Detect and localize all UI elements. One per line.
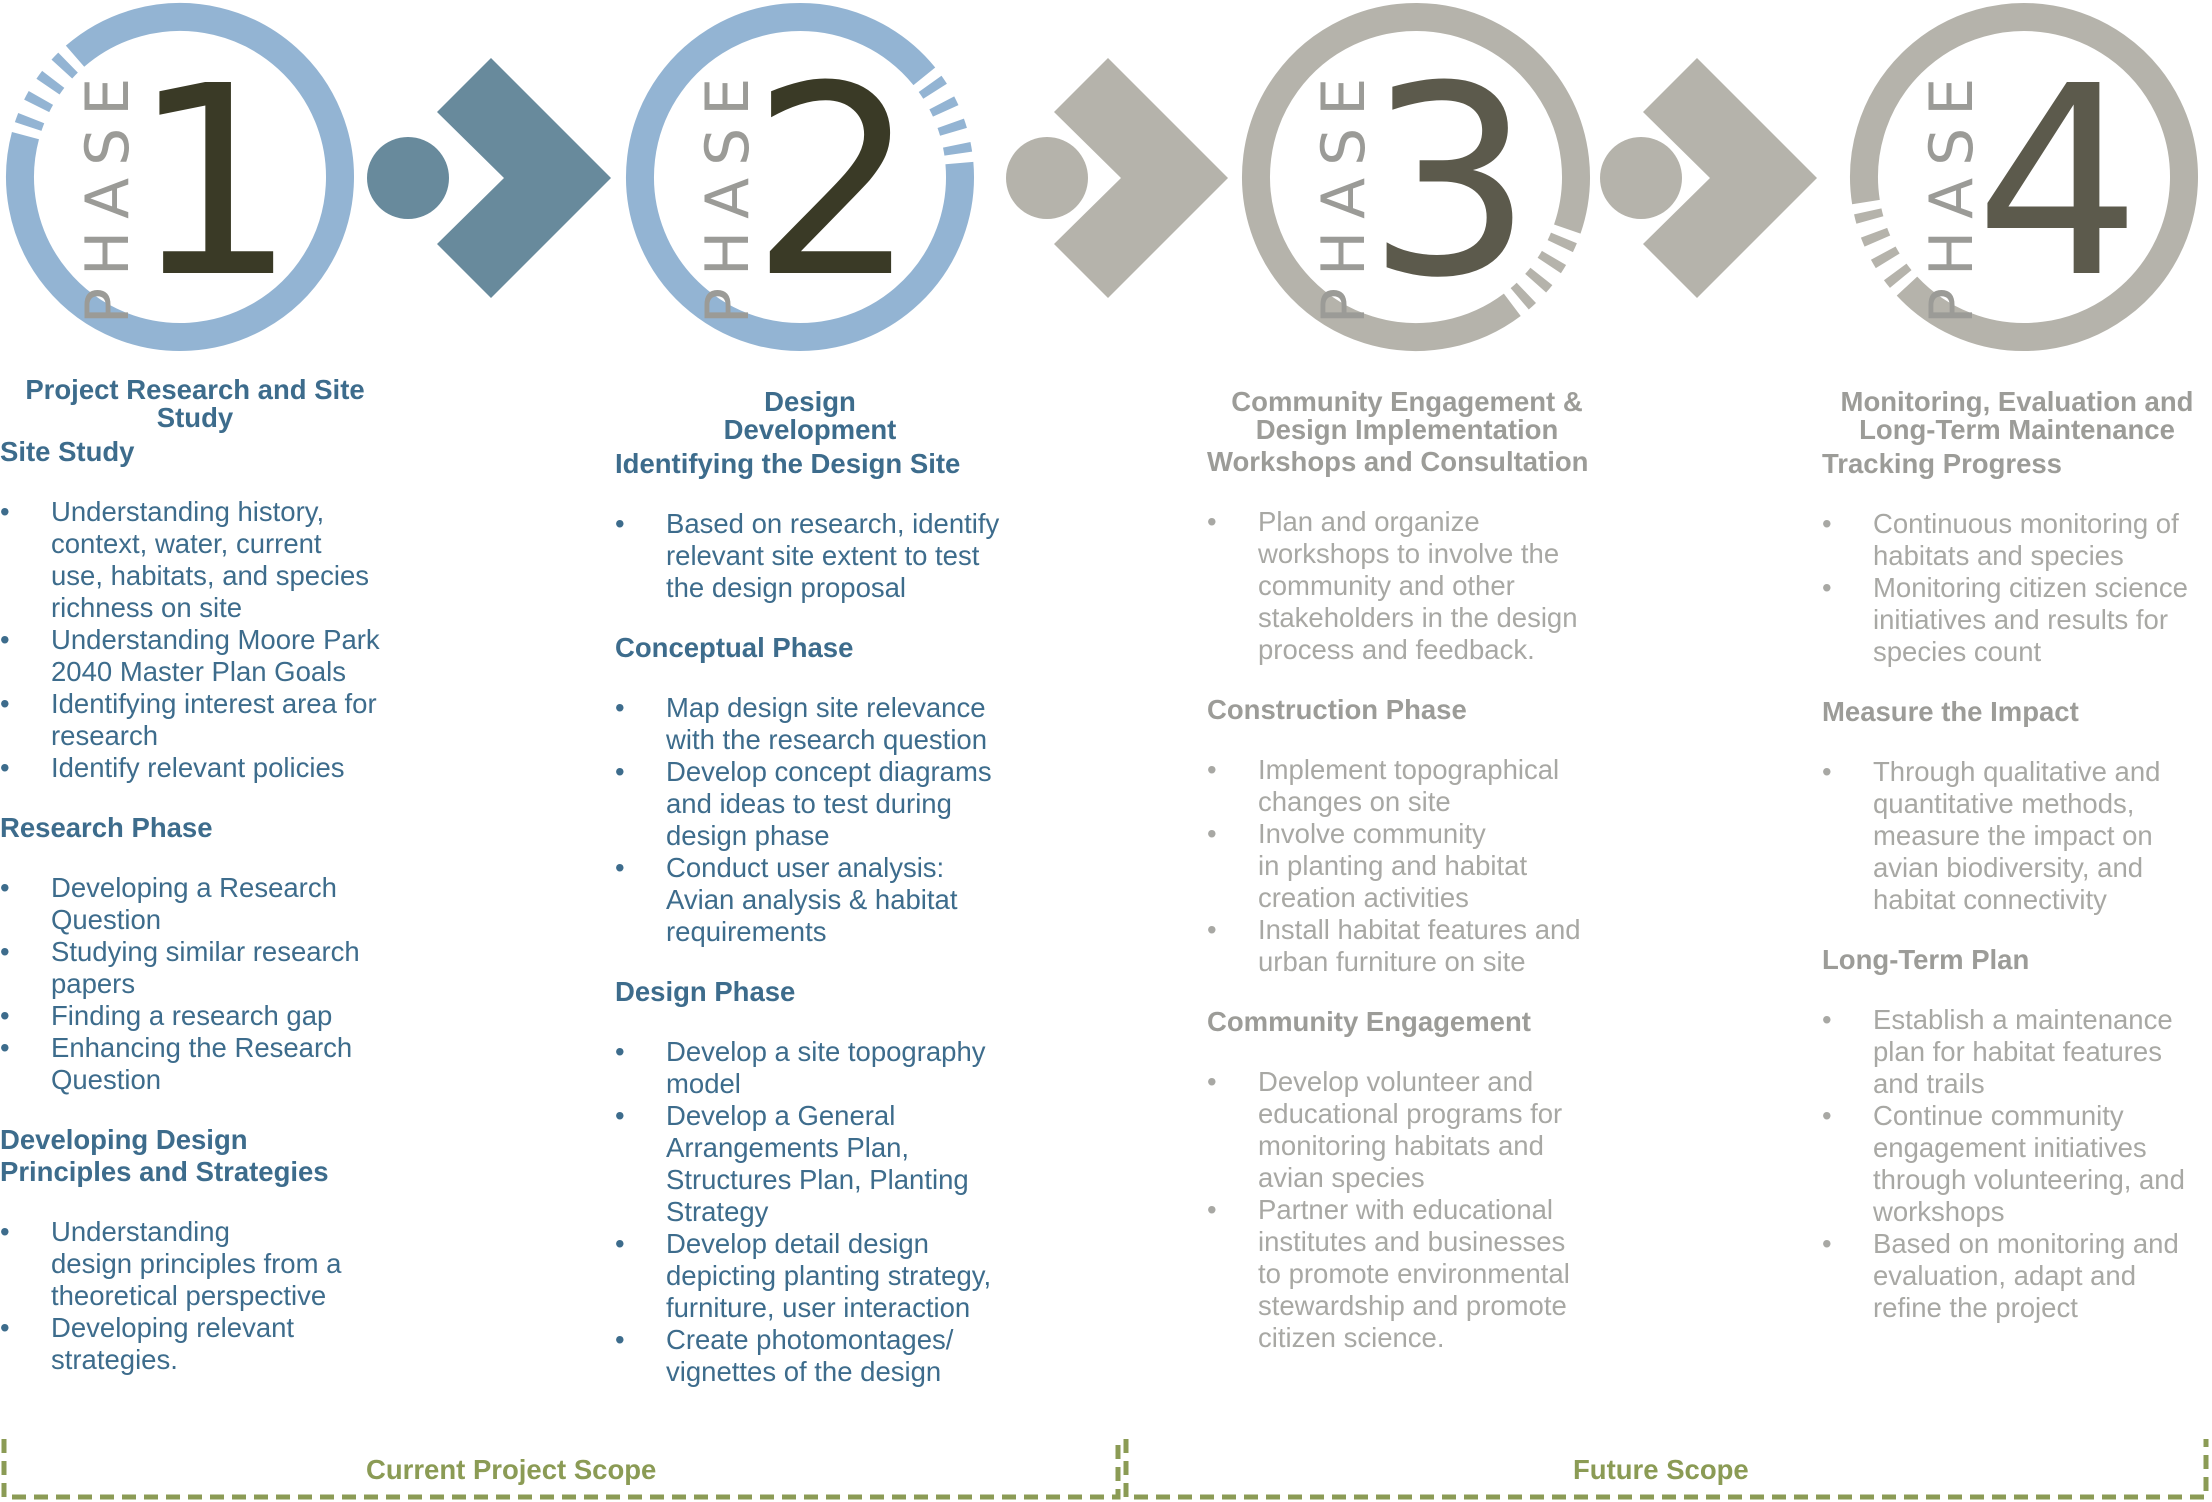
chevron-arrow-icon [437,58,611,298]
bullet-list [0,1216,420,1376]
bullet-item-line: institutes and businesses [1258,1226,1566,1257]
connector-dot [367,137,449,219]
phase-title [1207,388,1607,444]
bullet-item [1822,1228,2212,1324]
phase-word-label: PHASE [73,65,143,325]
bullet-item-line: citizen science. [1258,1322,1445,1353]
bullet-item-line: Partner with educational [1258,1194,1554,1225]
section-heading [0,436,420,468]
bullet-dot-icon: • [0,1312,10,1343]
ring-tick [1549,258,1554,266]
ring-tick [1874,233,1877,241]
section-heading-line: Community Engagement [1207,1006,1531,1037]
phase-2-ring [640,17,960,337]
bullet-item [1207,1066,1607,1194]
ring-tick [1560,238,1564,246]
bullet-item-line: Implement topographical [1258,754,1560,785]
bullet-dot-icon: • [615,1100,625,1131]
bullet-item-line: Continue community [1873,1100,2124,1131]
ring-tick [48,79,53,86]
phase-title-line: Project Research and Site [25,374,365,405]
phase-number: 2 [750,30,918,335]
bullet-item-line: Conduct user analysis: [666,852,945,883]
bullet-item [1822,572,2212,668]
phase-title [0,376,390,432]
bullet-item-line: Plan and organize [1258,506,1480,537]
section-heading-line: Tracking Progress [1822,448,2062,479]
bullet-dot-icon: • [1822,1100,1832,1131]
phase-title-line: Development [723,414,897,445]
section-heading [0,1124,420,1188]
ring-tick [1868,211,1870,220]
bullet-item-line: Understanding history, [51,496,325,527]
bullet-dot-icon: • [1207,914,1217,945]
bullet-item-line: Developing a Research [51,872,337,903]
section-heading [615,632,1015,664]
phase-3-ring [1256,17,1576,337]
bullet-item [0,1000,420,1032]
bullet-dot-icon: • [1207,754,1217,785]
bullet-item-line: Develop concept diagrams [666,756,992,787]
bullet-item-line: Developing relevant [51,1312,295,1343]
bullet-list [615,508,1015,604]
phase-title-line: Monitoring, Evaluation and [1840,386,2194,417]
bullet-dot-icon: • [1822,508,1832,539]
ring-tick [37,98,41,106]
section-heading [0,812,420,844]
bullet-dot-icon: • [0,872,10,903]
bullet-item-line: creation activities [1258,882,1469,913]
bullet-item-line: 2040 Master Plan Goals [51,656,347,687]
bullet-item-line: Question [51,904,162,935]
bullet-dot-icon: • [615,1324,625,1355]
bullet-item-line: design principles from a [51,1248,342,1279]
bullet-item-line: theoretical perspective [51,1280,327,1311]
ring-tick [957,145,959,154]
bullet-item-line: Develop a site topography [666,1036,986,1067]
bullet-item-line: process and feedback. [1258,634,1535,665]
future-scope-label: Future Scope [1573,1454,1749,1485]
ring-tick [942,103,946,111]
bullet-item-line: evaluation, adapt and [1873,1260,2136,1291]
bullet-item-line: avian species [1258,1162,1425,1193]
bullet-dot-icon: • [1822,756,1832,787]
ring-tick [1895,272,1901,279]
bullet-item [1207,818,1607,914]
bullet-item-line: vignettes of the design [666,1356,942,1387]
bullet-item [615,508,1015,604]
bullet-item [615,1036,1015,1100]
bullet-list [1822,1004,2212,1324]
bullet-item-line: Continuous monitoring of [1873,508,2179,539]
bullet-item-line: and ideas to test during [666,788,952,819]
bullet-dot-icon: • [0,1216,10,1247]
bullet-item-line: Develop detail design [666,1228,929,1259]
bullet-dot-icon: • [615,692,625,723]
bullet-list [0,496,420,784]
bullet-list [615,1036,1015,1388]
bullet-item [1207,506,1607,666]
section-heading-line: Developing Design [0,1124,248,1155]
bullet-item-line: Establish a maintenance [1873,1004,2173,1035]
bullet-item-line: measure the impact on [1873,820,2153,851]
section-heading [615,448,1015,480]
bullet-item [0,1032,420,1096]
bullet-item-line: relevant site extent to test [666,540,980,571]
phase-word-label: PHASE [1917,65,1987,325]
bullet-item-line: workshops [1873,1196,2005,1227]
bullet-item [0,1216,420,1312]
bullet-item-line: Understanding [51,1216,230,1247]
phase-1-ring [20,17,340,337]
connector-2-3 [1006,58,1228,298]
bullet-list [615,692,1015,948]
bullet-item-line: Through qualitative and [1873,756,2161,787]
bullet-item-line: the design proposal [666,572,907,603]
bullet-item-line: model [666,1068,741,1099]
bullet-item-line: community and other [1258,570,1515,601]
bullet-item-line: stakeholders in the design [1258,602,1578,633]
bullet-item-line: Identify relevant policies [51,752,345,783]
section-heading-line: Identifying the Design Site [615,448,961,479]
bullet-item-line: requirements [666,916,827,947]
bullet-item [0,496,420,624]
phase-title-line: Community Engagement & [1231,386,1583,417]
bullet-item-line: urban furniture on site [1258,946,1526,977]
bullet-item-line: refine the project [1873,1292,2078,1323]
bullet-dot-icon: • [1207,1066,1217,1097]
bullet-dot-icon: • [0,688,10,719]
bullet-item [1207,914,1607,978]
section-heading-line: Measure the Impact [1822,696,2079,727]
bullet-dot-icon: • [1207,818,1217,849]
bullet-item [0,624,420,688]
bullet-list [0,872,420,1096]
section-heading-line: Long-Term Plan [1822,944,2030,975]
section-heading [1822,944,2212,976]
bullet-item [1207,1194,1607,1354]
section-heading [1822,696,2212,728]
bullet-item-line: furniture, user interaction [666,1292,971,1323]
bullet-item [1822,508,2212,572]
bullet-item [0,688,420,752]
bullet-list [1822,756,2212,916]
bullet-item-line: educational programs for [1258,1098,1563,1129]
bullet-item-line: design phase [666,820,830,851]
phase-title [1822,388,2212,444]
bullet-item-line: species count [1873,636,2042,667]
bullet-item-line: strategies. [51,1344,178,1375]
section-heading [1822,448,2212,480]
bullet-dot-icon: • [0,752,10,783]
bullet-dot-icon: • [1822,1228,1832,1259]
bullet-item-line: Based on monitoring and [1873,1228,2179,1259]
section-heading [1207,1006,1607,1038]
phase-header [0,0,2212,370]
connector-dot [1600,137,1682,219]
bullet-item-line: to promote environmental [1258,1258,1570,1289]
bullet-item-line: engagement initiatives [1873,1132,2147,1163]
section-heading-line: Workshops and Consultation [1207,446,1589,477]
phase-word-label: PHASE [693,65,763,325]
bullet-dot-icon: • [1207,1194,1217,1225]
section-heading [1207,694,1607,726]
ring-tick [951,123,954,131]
bullet-item-line: Understanding Moore Park [51,624,380,655]
phase-3-column [1207,378,1607,1354]
section-heading-line: Principles and Strategies [0,1156,329,1187]
bullet-item-line: Create photomontages/ [666,1324,954,1355]
bullet-item-line: Develop volunteer and [1258,1066,1534,1097]
bullet-item-line: initiatives and results for [1873,604,2168,635]
bullet-item [1822,756,2212,916]
bullet-item-line: Identifying interest area for [51,688,377,719]
phase-title-line: Design [764,386,856,417]
bullet-item [1822,1100,2212,1228]
bullet-item-line: use, habitats, and species [51,560,369,591]
bullet-item-line: Enhancing the Research [51,1032,353,1063]
phase-2-column [615,378,1015,1388]
section-heading-line: Site Study [0,436,135,467]
bullet-list [1822,508,2212,668]
bullet-item-line: plan for habitat features [1873,1036,2162,1067]
bullet-dot-icon: • [0,624,10,655]
bullet-dot-icon: • [1207,506,1217,537]
ring-tick [62,63,68,69]
phase-title-line: Study [156,402,234,433]
bullet-dot-icon: • [615,756,625,787]
bullet-item-line: richness on site [51,592,243,623]
bullet-item [0,1312,420,1376]
bullet-dot-icon: • [615,1228,625,1259]
bullet-item-line: depicting planting strategy, [666,1260,992,1291]
bullet-item-line: changes on site [1258,786,1451,817]
bullet-item-line: Finding a research gap [51,1000,333,1031]
bullet-item-line: Arrangements Plan, [666,1132,910,1163]
section-heading [615,976,1015,1008]
bullet-dot-icon: • [0,1032,10,1063]
scope-brackets [0,1425,2212,1502]
bullet-item [615,1228,1015,1324]
bullet-item-line: Develop a General [666,1100,896,1131]
bullet-item [1207,754,1607,818]
bullet-item-line: Strategy [666,1196,769,1227]
bullet-item-line: Avian analysis & habitat [666,884,958,915]
bullet-list [1207,754,1607,978]
bullet-item-line: Question [51,1064,162,1095]
phase-title [615,388,1005,444]
connector-3-4 [1600,58,1817,298]
bullet-item [615,852,1015,948]
bullet-item-line: with the research question [666,724,988,755]
section-heading-line: Design Phase [615,976,796,1007]
ring-tick [1536,276,1542,283]
bullet-item [615,756,1015,852]
phase-4-ring [1864,17,2184,337]
bullet-item-line: research [51,720,158,751]
bullet-item-line: Involve community [1258,818,1486,849]
section-heading [1207,446,1607,478]
section-heading-line: Conceptual Phase [615,632,854,663]
bullet-item-line: Structures Plan, Planting [666,1164,969,1195]
bullet-dot-icon: • [0,496,10,527]
bullet-item-line: monitoring habitats and [1258,1130,1544,1161]
bullet-item-line: workshops to involve the [1258,538,1560,569]
bullet-item-line: quantitative methods, [1873,788,2135,819]
bullet-item-line: Monitoring citizen science [1873,572,2188,603]
bullet-item [0,752,420,784]
bullet-item-line: Based on research, identify [666,508,1000,539]
bullet-dot-icon: • [1822,1004,1832,1035]
phase-4-column [1822,378,2212,1324]
bullet-item [615,692,1015,756]
bullet-item [615,1324,1015,1388]
bullet-dot-icon: • [0,1000,10,1031]
current-scope-label: Current Project Scope [366,1454,657,1485]
phase-word-label: PHASE [1309,65,1379,325]
ring-tick [28,118,31,126]
bullet-item-line: context, water, current [51,528,322,559]
bullet-item-line: Map design site relevance [666,692,986,723]
phase-number: 1 [130,30,298,335]
bullet-dot-icon: • [615,1036,625,1067]
bullet-item-line: habitat connectivity [1873,884,2107,915]
phase-number: 4 [1974,30,2142,335]
bullet-dot-icon: • [615,508,625,539]
ring-tick [930,84,935,91]
bullet-item-line: and trails [1873,1068,1985,1099]
bullet-item-line: through volunteering, and [1873,1164,2185,1195]
phase-1-column [0,374,420,1376]
phase-number: 3 [1366,30,1534,335]
bullet-item-line: in planting and habitat [1258,850,1528,881]
bullet-item [0,872,420,936]
bullet-dot-icon: • [615,852,625,883]
bullet-item-line: papers [51,968,136,999]
bullet-item [615,1100,1015,1228]
bullet-item [0,936,420,1000]
bullet-item-line: habitats and species [1873,540,2124,571]
bullet-item-line: avian biodiversity, and [1873,852,2144,883]
bullet-dot-icon: • [0,936,10,967]
bullet-item-line: Install habitat features and [1258,914,1581,945]
bullet-item-line: stewardship and promote [1258,1290,1567,1321]
connector-dot [1006,137,1088,219]
phase-title-line: Design Implementation [1255,414,1559,445]
phase-title-line: Long-Term Maintenance [1859,414,2175,445]
connector-1-2 [367,58,611,298]
section-heading-line: Construction Phase [1207,694,1467,725]
section-heading-line: Research Phase [0,812,213,843]
bullet-list [1207,1066,1607,1354]
bullet-item [1822,1004,2212,1100]
ring-tick [1883,253,1887,261]
bullet-item-line: Studying similar research [51,936,360,967]
bullet-list [1207,506,1607,666]
bullet-dot-icon: • [1822,572,1832,603]
